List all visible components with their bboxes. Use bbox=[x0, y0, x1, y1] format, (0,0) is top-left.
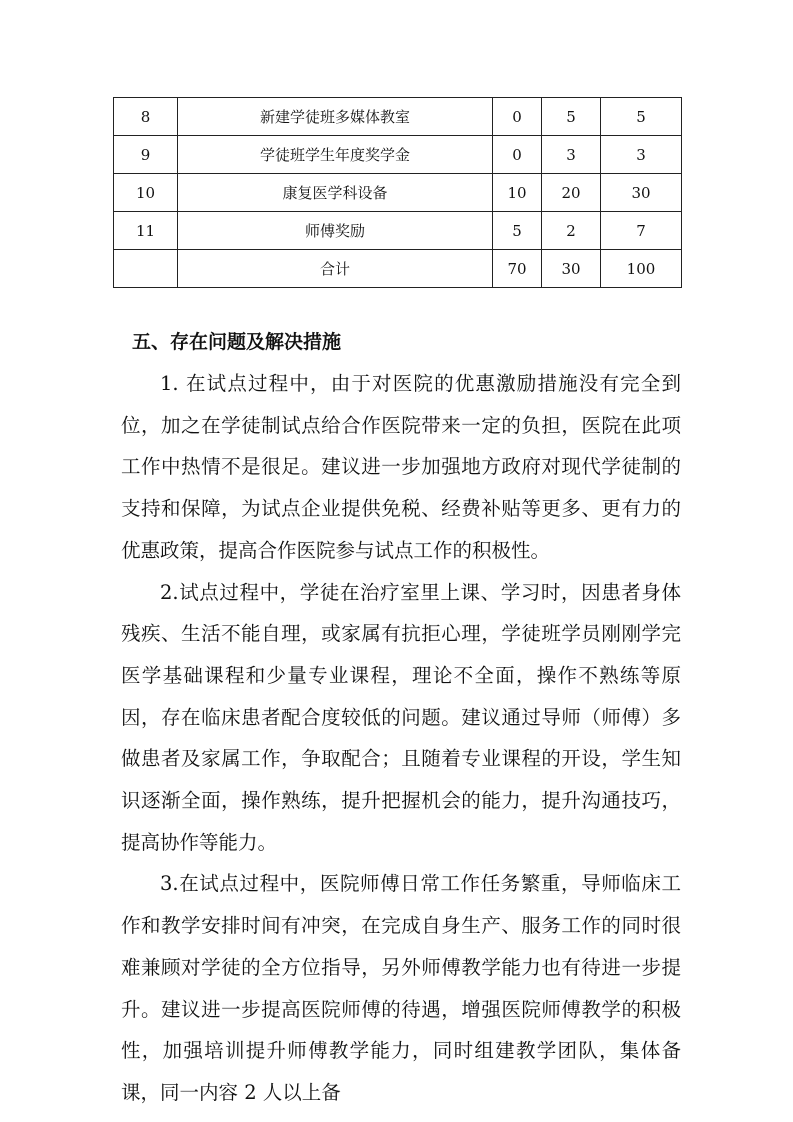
table-cell: 7 bbox=[601, 212, 682, 250]
section-body bbox=[121, 363, 681, 1114]
paragraph-2: 2.试点过程中，学徒在治疗室里上课、学习时，因患者身体残疾、生活不能自理，或家属有抗拒心理，学徒班学员刚刚学完医学基础课程和少量专业课程，理论不全面，操作不熟练等原因，存在临床患者配合度较低的问题。建议通过导师（师傅）多做患者及家属工作，争取配合；且随着专业课程的开设，学生知识逐渐全面，操作熟练，提升把握机会的能力，提升沟通技巧，提高协作等能力。 bbox=[121, 580, 681, 854]
table-cell: 30 bbox=[601, 174, 682, 212]
paragraph-3: 3.在试点过程中，医院师傅日常工作任务繁重，导师临床工作和教学安排时间有冲突，在完成自身生产、服务工作的同时很难兼顾对学徒的全方位指导，另外师傅教学能力也有待进一步提升。建议进一步提高医院师傅的待遇，增强医院师傅教学的积极性，加强培训提升师傅教学能力，同时组建教学团队，集体备课，同一内容 2 人以上备 bbox=[121, 872, 681, 1104]
table-row bbox=[114, 174, 682, 212]
table-cell: 11 bbox=[114, 212, 178, 250]
table-row bbox=[114, 212, 682, 250]
table-cell: 20 bbox=[542, 174, 601, 212]
table-cell: 3 bbox=[601, 136, 682, 174]
table-cell: 0 bbox=[493, 136, 542, 174]
table-cell: 合计 bbox=[178, 250, 493, 288]
table-cell: 2 bbox=[542, 212, 601, 250]
table-cell: 70 bbox=[493, 250, 542, 288]
section-heading: 五、存在问题及解决措施 bbox=[132, 331, 342, 353]
paragraph-1: 1. 在试点过程中，由于对医院的优惠激励措施没有完全到位，加之在学徒制试点给合作医院带来一定的负担，医院在此项工作中热情不是很足。建议进一步加强地方政府对现代学徒制的支持和保障，为试点企业提供免税、经费补贴等更多、更有力的优惠政策，提高合作医院参与试点工作的积极性。 bbox=[121, 372, 681, 562]
table-cell: 10 bbox=[114, 174, 178, 212]
table-cell bbox=[114, 250, 178, 288]
table-cell: 8 bbox=[114, 98, 178, 136]
table-row bbox=[114, 250, 682, 288]
budget-table bbox=[113, 97, 682, 288]
table-cell: 5 bbox=[601, 98, 682, 136]
table-cell: 康复医学科设备 bbox=[178, 174, 493, 212]
table-cell: 0 bbox=[493, 98, 542, 136]
table-row bbox=[114, 98, 682, 136]
table-row bbox=[114, 136, 682, 174]
table-cell: 学徒班学生年度奖学金 bbox=[178, 136, 493, 174]
table-cell: 10 bbox=[493, 174, 542, 212]
table-cell: 师傅奖励 bbox=[178, 212, 493, 250]
table-cell: 5 bbox=[542, 98, 601, 136]
table-cell: 30 bbox=[542, 250, 601, 288]
table-cell: 新建学徒班多媒体教室 bbox=[178, 98, 493, 136]
table-cell: 9 bbox=[114, 136, 178, 174]
table-cell: 5 bbox=[493, 212, 542, 250]
table-cell: 100 bbox=[601, 250, 682, 288]
table-cell: 3 bbox=[542, 136, 601, 174]
